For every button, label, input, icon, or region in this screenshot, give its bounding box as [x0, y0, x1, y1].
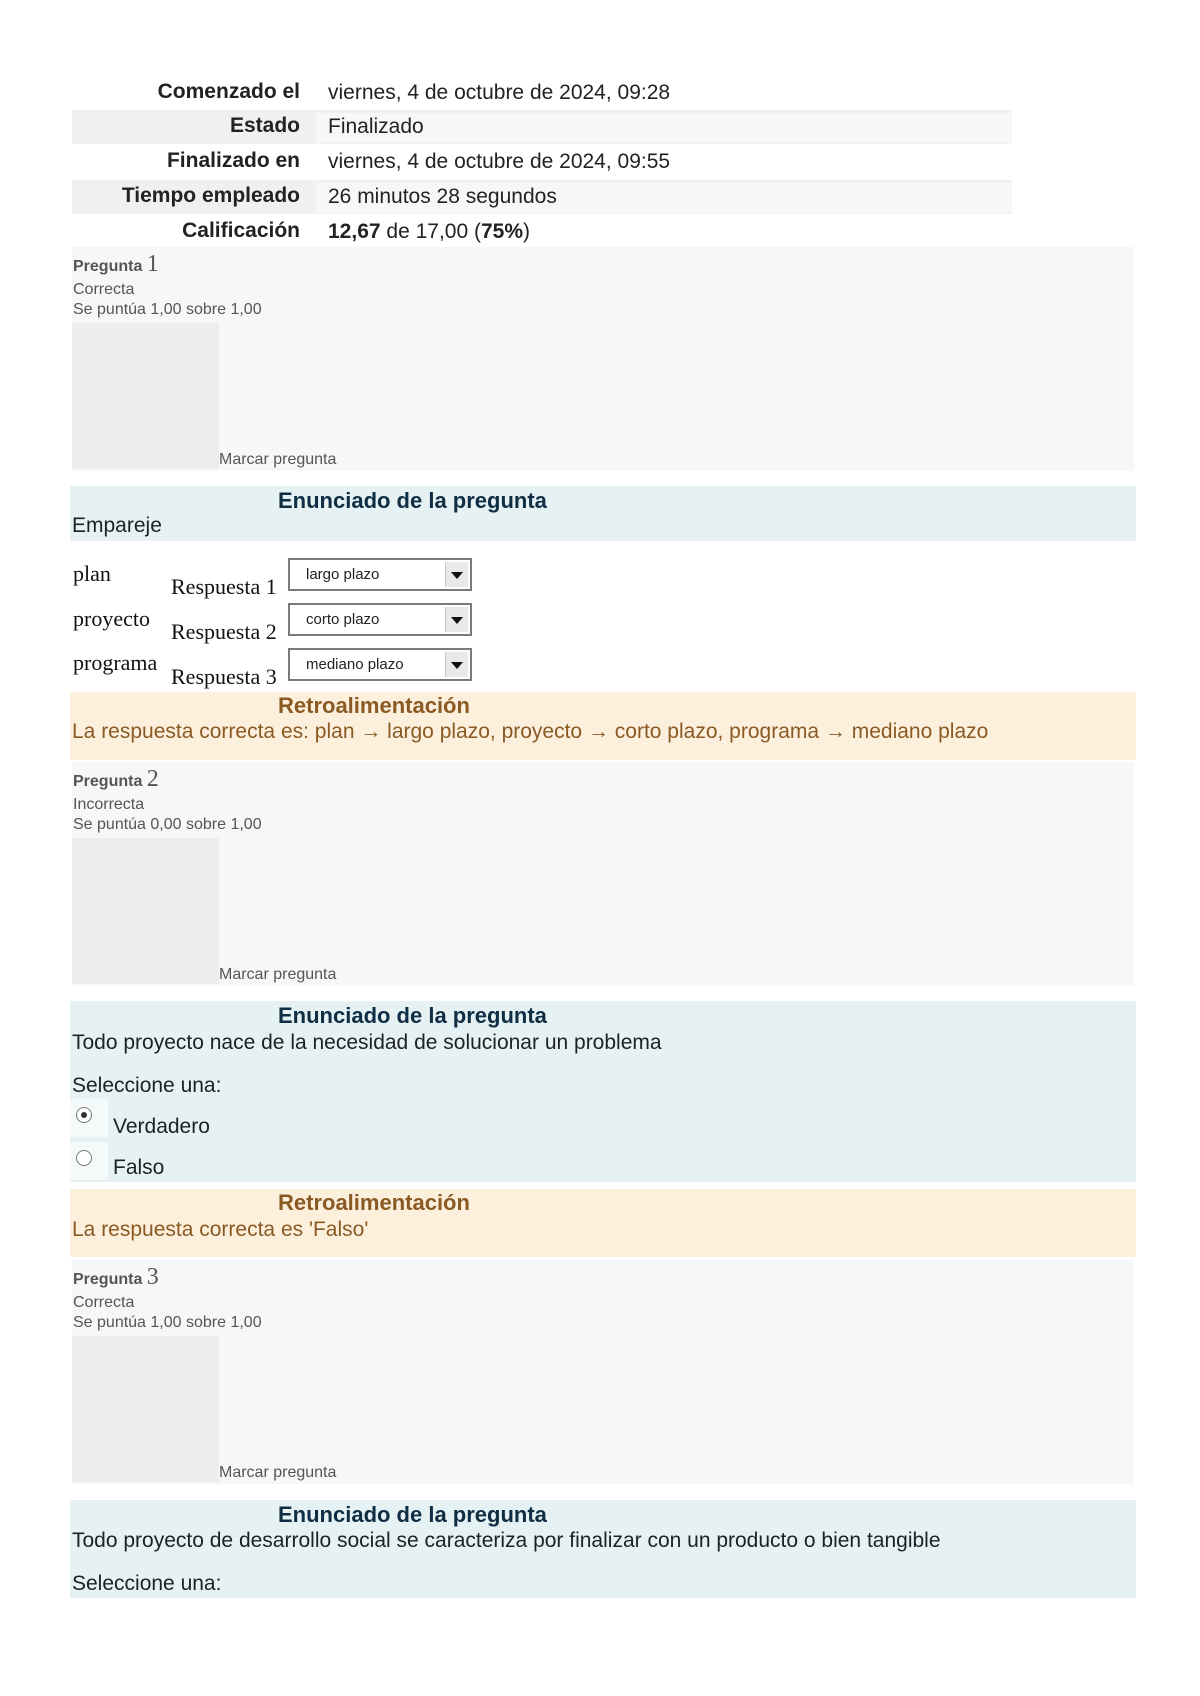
chevron-down-icon[interactable]	[445, 562, 468, 587]
summary-row-grade	[72, 215, 1012, 249]
match-select-3[interactable]	[288, 648, 472, 681]
match-term: proyecto	[73, 606, 150, 631]
feedback-text: La respuesta correcta es 'Falso'	[72, 1218, 369, 1241]
question-3-statement	[70, 1500, 1136, 1598]
question-text: Todo proyecto nace de la necesidad de solucionar un problema	[72, 1031, 662, 1054]
match-term: programa	[73, 650, 158, 675]
statement-heading: Enunciado de la pregunta	[278, 488, 547, 513]
question-1-feedback	[70, 692, 1136, 760]
select-one-label: Seleccione una:	[72, 1572, 222, 1595]
flag-area	[72, 1336, 219, 1482]
match-answer-label: Respuesta 3	[171, 664, 277, 689]
question-state: Correcta	[73, 1294, 135, 1311]
question-number: Pregunta 1	[73, 251, 159, 277]
summary-row-state	[72, 110, 1012, 144]
radio-falso[interactable]	[76, 1150, 92, 1166]
summary-value: viernes, 4 de octubre de 2024, 09:55	[328, 150, 671, 173]
question-number: Pregunta 3	[73, 1264, 159, 1290]
flag-area	[72, 323, 219, 469]
match-answer-label: Respuesta 2	[171, 619, 277, 644]
feedback-heading: Retroalimentación	[278, 693, 470, 718]
summary-value: viernes, 4 de octubre de 2024, 09:28	[328, 81, 671, 104]
match-select-2[interactable]	[288, 603, 472, 636]
statement-heading: Enunciado de la pregunta	[278, 1003, 547, 1028]
grade-score: 12,67	[328, 220, 381, 243]
question-2-info	[72, 762, 1134, 986]
question-text: Todo proyecto de desarrollo social se caracteriza por finalizar con un producto o bien tangible	[72, 1529, 941, 1552]
flag-question-link[interactable]: Marcar pregunta	[219, 966, 337, 983]
summary-label: Calificación	[182, 219, 300, 242]
question-2-statement	[70, 1001, 1136, 1182]
option-label[interactable]: Verdadero	[113, 1115, 210, 1138]
summary-row-time	[72, 180, 1012, 214]
flag-question-link[interactable]: Marcar pregunta	[219, 1464, 337, 1481]
feedback-text: La respuesta correcta es: plan → largo plazo, proyecto → corto plazo, programa → mediano plazo	[72, 720, 989, 743]
summary-label: Finalizado en	[166, 149, 300, 172]
summary-label: Estado	[229, 114, 300, 137]
summary-row-started	[72, 76, 1012, 110]
grade-percent: 75%	[480, 220, 523, 243]
option-box	[70, 1099, 108, 1137]
question-number: Pregunta 2	[73, 766, 159, 792]
grade-close: )	[523, 220, 530, 243]
feedback-heading: Retroalimentación	[278, 1190, 470, 1215]
question-state: Incorrecta	[73, 796, 145, 813]
selected-option: largo plazo	[306, 566, 380, 583]
selected-option: corto plazo	[306, 611, 380, 628]
match-select-1[interactable]	[288, 558, 472, 591]
flag-area	[72, 838, 219, 984]
question-text: Empareje	[72, 514, 162, 537]
grade-total: de 17,00 (	[380, 220, 481, 243]
summary-row-finished	[72, 145, 1012, 179]
option-box	[70, 1142, 108, 1180]
select-one-label: Seleccione una:	[72, 1074, 222, 1097]
question-3-info	[72, 1260, 1134, 1484]
question-2-feedback	[70, 1189, 1136, 1257]
question-grade: Se puntúa 1,00 sobre 1,00	[73, 1314, 262, 1331]
chevron-down-icon[interactable]	[445, 652, 468, 677]
summary-value: 26 minutos 28 segundos	[316, 183, 1012, 213]
selected-option: mediano plazo	[306, 656, 404, 673]
match-term: plan	[73, 561, 111, 586]
statement-heading: Enunciado de la pregunta	[278, 1502, 547, 1527]
chevron-down-icon[interactable]	[445, 607, 468, 632]
question-1-statement	[70, 486, 1136, 541]
summary-label: Comenzado el	[157, 80, 300, 103]
radio-verdadero[interactable]	[76, 1107, 92, 1123]
question-1-info	[72, 247, 1134, 471]
question-grade: Se puntúa 1,00 sobre 1,00	[73, 301, 262, 318]
question-state: Correcta	[73, 281, 135, 298]
summary-value: Finalizado	[316, 113, 1012, 143]
option-label[interactable]: Falso	[113, 1156, 165, 1179]
match-answer-label: Respuesta 1	[171, 574, 277, 599]
summary-label: Tiempo empleado	[121, 184, 300, 207]
summary-value	[316, 218, 1012, 248]
question-grade: Se puntúa 0,00 sobre 1,00	[73, 816, 262, 833]
flag-question-link[interactable]: Marcar pregunta	[219, 451, 337, 468]
